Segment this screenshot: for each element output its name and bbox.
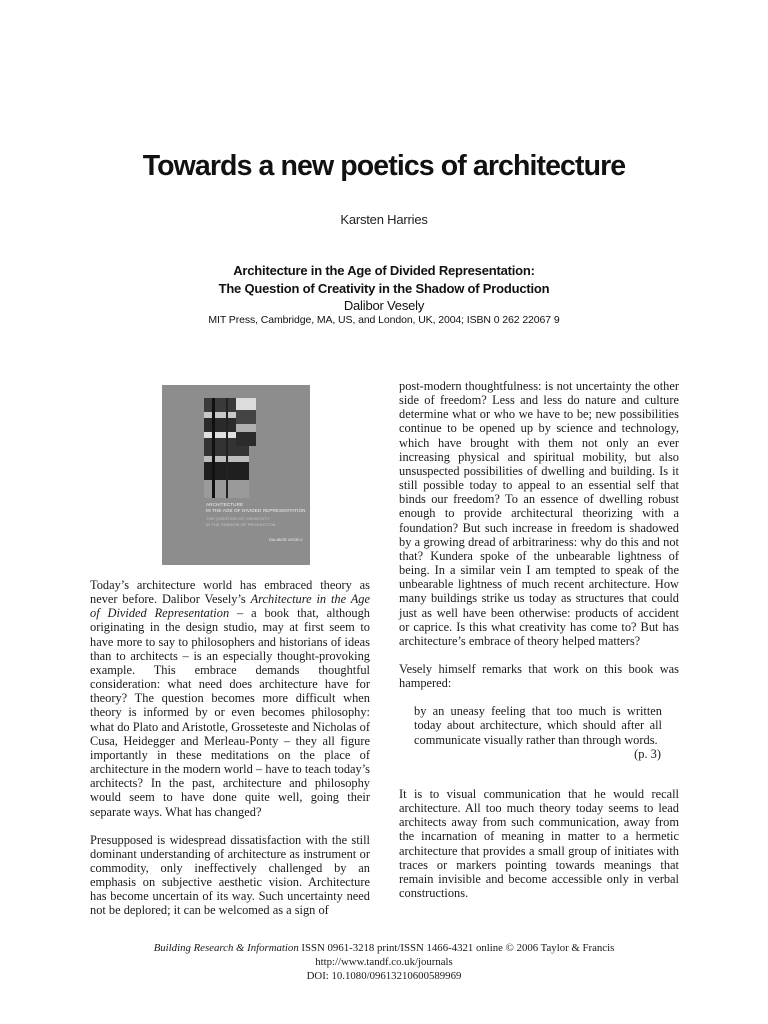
quote-reference: (p. 3): [634, 746, 661, 761]
right-column: [399, 379, 679, 900]
reviewed-book-header: [0, 262, 768, 327]
book-publisher: MIT Press, Cambridge, MA, US, and London, UK, 2004; ISBN 0 262 22067 9: [208, 314, 560, 326]
book-title-line-1: Architecture in the Age of Divided Representation:: [233, 263, 535, 278]
page-footer: [0, 941, 768, 984]
cover-photo-detail: [236, 398, 256, 446]
paragraph-2: Presupposed is widespread dissatisfaction with the still dominant understanding of architecture as instrument or commodity, only ineffectively challenged by an emphasis on subjective aesthetic vision. Architecture has become uncertain of its way. Such uncertainty need not be deplored; it can be welcomed as a sign of: [90, 832, 370, 918]
article-title: Towards a new poetics of architecture: [142, 150, 626, 182]
cover-author: DALIBOR VESELY: [269, 537, 303, 542]
book-title-italic: Architecture in the Age of Divided Representation: [90, 592, 370, 621]
paragraph-3: post-modern thoughtfulness: is not uncertainty the other side of freedom? Less and less do nature and culture determine what or who we have to be; new possibilities continue to be opened up by science and technology, which have brought with them not only an ever increasing physical and spiritual mobility, but also unsuspected possibilities of dwelling and building. Is it still possible today to appeal to an essential self that binds our freedom? To an essence of dwelling robust enough to provide architectural theorizing with a foundation? But such increase in freedom is shadowed by a growing dread of arbitrariness: why do this and not that? Kundera spoke of the unbearable lightness of being. In a similar vein I am tempted to speak of the unbearable lightness of much recent architecture. How many buildings strike us today as structures that could just as well have been otherwise: products of accident or caprice. Is this what creativity has come to? But has architecture’s embrace of theory helped matters?: [399, 379, 679, 648]
book-author: Dalibor Vesely: [343, 298, 425, 313]
journal-name: Building Research & Information: [153, 942, 299, 954]
paragraph-4: Vesely himself remarks that work on this book was hampered:: [399, 661, 679, 691]
block-quote: [414, 704, 662, 761]
paragraph-1: Today’s architecture world has embraced theory as never before. Dalibor Vesely’s Architecture in the Age of Divided Representation – a book that, although originating in the design studio, may at first seem to have more to say to philosophers and historians of ideas than to architects – is an especially thought-provoking example. This embrace demands thoughtful consideration: what need does architecture have for theory? The question becomes more difficult when theory is informed by or even becomes philosophy: what do Plato and Aristotle, Grosseteste and Nicholas of Cusa, Heidegger and Merleau-Ponty – they all figure importantly in these meditations on the place of architecture in the modern world – have to teach today’s architects? In the past, architecture and philosophy would seem to have done quite well, going their separate ways. What has changed?: [90, 578, 370, 819]
book-cover-image: [162, 385, 310, 565]
article-doi: DOI: 10.1080/09613210600589969: [306, 970, 462, 983]
footer-journal-line: [0, 941, 768, 955]
article-author: Karsten Harries: [340, 212, 428, 227]
cover-title: ARCHITECTURE IN THE AGE OF DIVIDED REPRESENTATION: [206, 502, 306, 513]
left-column: [90, 578, 370, 918]
quote-text: by an uneasy feeling that too much is written today about architecture, which should after all communicate visually rather than through words.: [414, 704, 662, 747]
journal-url[interactable]: http://www.tandf.co.uk/journals: [315, 956, 453, 969]
journal-issn: ISSN 0961-3218 print/ISSN 1466-4321 online © 2006 Taylor & Francis: [298, 942, 615, 954]
cover-subtitle: THE QUESTION OF CREATIVITY IN THE SHADOW OF PRODUCTION: [206, 516, 276, 527]
paragraph-5: It is to visual communication that he would recall architecture. All too much theory today seems to lead architects away from such communication, away from the incarnation of meaning in matter to a hermetic architecture that provides a small group of initiates with traces or markers pointing towards meanings that remain invisible and become accessible only in verbal constructions.: [399, 786, 679, 900]
book-title-line-2: The Question of Creativity in the Shadow of Production: [218, 281, 550, 296]
